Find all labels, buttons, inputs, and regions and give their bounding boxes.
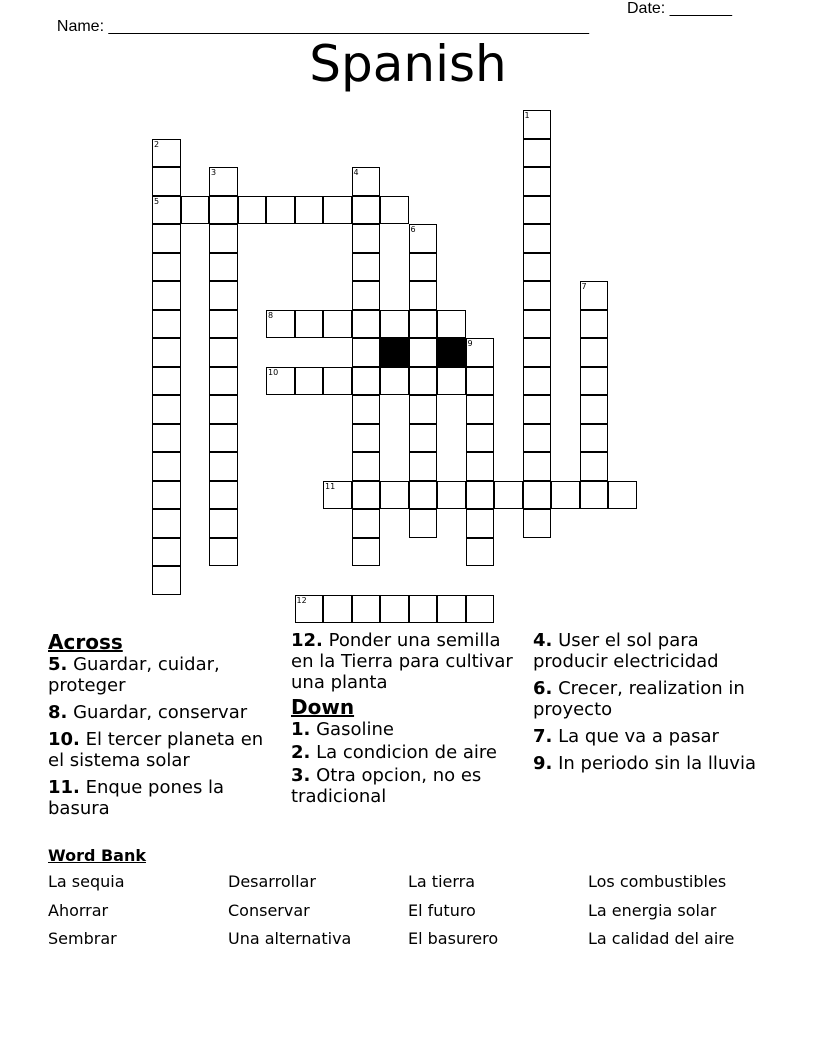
down-heading: Down <box>291 695 355 719</box>
grid-cell[interactable] <box>523 310 552 339</box>
word-bank-item: La tierra <box>408 872 476 891</box>
name-field-label: Name: ______________________________________________________ <box>56 18 589 35</box>
grid-cell[interactable] <box>523 509 552 538</box>
clue-across-5: 5. Guardar, cuidar, proteger <box>48 654 220 696</box>
clue-down-3: 3. Otra opcion, no es tradicional <box>291 765 482 807</box>
clue-down-9: 9. In periodo sin la lluvia <box>533 753 756 774</box>
clue-number: 12 <box>296 595 307 605</box>
clue-number: 9 <box>467 339 473 348</box>
grid-cell[interactable] <box>466 395 495 424</box>
grid-cell[interactable] <box>209 481 238 510</box>
word-bank-title: Word Bank <box>48 846 147 865</box>
grid-cell[interactable] <box>266 310 295 339</box>
grid-cell[interactable] <box>352 196 381 225</box>
grid-cell[interactable] <box>323 196 352 225</box>
clue-across-8: 8. Guardar, conservar <box>48 702 248 723</box>
clue-number: 7 <box>581 282 587 291</box>
grid-cell[interactable] <box>494 481 523 510</box>
grid-cell[interactable] <box>352 310 381 339</box>
grid-cell[interactable] <box>409 253 438 282</box>
grid-cell[interactable] <box>437 481 466 510</box>
word-bank-item: La energia solar <box>588 901 717 920</box>
grid-cell[interactable] <box>152 310 181 339</box>
grid-cell[interactable] <box>209 367 238 396</box>
clue-down-6: 6. Crecer, realization in proyecto <box>533 678 745 720</box>
page-title: Spanish <box>309 35 507 93</box>
grid-cell[interactable] <box>466 452 495 481</box>
grid-cell[interactable] <box>523 167 552 196</box>
grid-cell[interactable] <box>523 196 552 225</box>
grid-cell[interactable] <box>409 481 438 510</box>
clue-down-7: 7. La que va a pasar <box>533 726 719 747</box>
grid-cell[interactable] <box>551 481 580 510</box>
grid-cell[interactable] <box>409 595 438 624</box>
clue-across-11: 11. Enque pones la basura <box>48 777 225 819</box>
clue-number: 3 <box>211 168 217 177</box>
grid-cell[interactable] <box>523 110 552 139</box>
grid-cell[interactable] <box>380 481 409 510</box>
word-bank-item: La sequia <box>48 872 125 891</box>
grid-cell[interactable] <box>437 310 466 339</box>
grid-cell[interactable] <box>409 424 438 453</box>
grid-cell[interactable] <box>580 367 609 396</box>
clue-number: 5 <box>154 196 160 206</box>
shaded-cell <box>380 338 409 367</box>
grid-cell[interactable] <box>152 424 181 453</box>
grid-cell[interactable] <box>323 595 352 624</box>
grid-cell[interactable] <box>466 338 495 367</box>
grid-cell[interactable] <box>266 196 295 225</box>
grid-cell[interactable] <box>152 281 181 310</box>
clue-number: 1 <box>524 111 530 120</box>
grid-cell[interactable] <box>523 424 552 453</box>
grid-cell[interactable] <box>437 595 466 624</box>
grid-cell[interactable] <box>209 509 238 538</box>
grid-cell[interactable] <box>323 367 352 396</box>
grid-cell[interactable] <box>152 367 181 396</box>
grid-cell[interactable] <box>523 224 552 253</box>
grid-cell[interactable] <box>523 395 552 424</box>
clue-down-4: 4. User el sol para producir electricidad <box>533 630 719 672</box>
grid-cell[interactable] <box>380 595 409 624</box>
grid-cell[interactable] <box>580 281 609 310</box>
grid-cell[interactable] <box>152 253 181 282</box>
word-bank-item: Los combustibles <box>588 872 727 891</box>
grid-cell[interactable] <box>152 139 181 168</box>
clues-column-1 <box>48 630 278 825</box>
grid-cell[interactable] <box>352 424 381 453</box>
word-bank-item: Conservar <box>228 901 310 920</box>
grid-cell[interactable] <box>580 395 609 424</box>
clue-number: 4 <box>353 168 359 177</box>
grid-cell[interactable] <box>209 452 238 481</box>
grid-cell[interactable] <box>523 139 552 168</box>
grid-cell[interactable] <box>352 481 381 510</box>
grid-cell[interactable] <box>152 196 181 225</box>
grid-cell[interactable] <box>380 310 409 339</box>
clues-column-3 <box>533 630 773 780</box>
grid-cell[interactable] <box>352 167 381 196</box>
grid-cell[interactable] <box>466 538 495 567</box>
grid-cell[interactable] <box>209 253 238 282</box>
grid-cell[interactable] <box>352 253 381 282</box>
word-bank-item: El basurero <box>408 929 499 948</box>
grid-cell[interactable] <box>352 367 381 396</box>
grid-cell[interactable] <box>466 509 495 538</box>
grid-cell[interactable] <box>152 224 181 253</box>
grid-cell[interactable] <box>380 367 409 396</box>
grid-cell[interactable] <box>523 281 552 310</box>
grid-cell[interactable] <box>323 481 352 510</box>
grid-cell[interactable] <box>380 196 409 225</box>
grid-cell[interactable] <box>352 538 381 567</box>
grid-cell[interactable] <box>523 367 552 396</box>
clue-number: 6 <box>410 225 416 234</box>
word-bank-item: El futuro <box>408 901 476 920</box>
grid-cell[interactable] <box>209 310 238 339</box>
date-field-label: Date: _______ <box>627 0 732 17</box>
word-bank-item: Una alternativa <box>228 929 352 948</box>
grid-cell[interactable] <box>352 224 381 253</box>
grid-cell[interactable] <box>209 538 238 567</box>
grid-cell[interactable] <box>152 338 181 367</box>
grid-cell[interactable] <box>523 481 552 510</box>
word-bank-item: Desarrollar <box>228 872 316 891</box>
grid-cell[interactable] <box>152 566 181 595</box>
clue-down-1: 1. Gasoline <box>291 719 394 740</box>
grid-cell[interactable] <box>152 452 181 481</box>
grid-cell[interactable] <box>181 196 210 225</box>
grid-cell[interactable] <box>295 196 324 225</box>
word-bank-item: Sembrar <box>48 929 117 948</box>
grid-cell[interactable] <box>238 196 267 225</box>
grid-cell[interactable] <box>580 424 609 453</box>
grid-cell[interactable] <box>580 481 609 510</box>
grid-cell[interactable] <box>209 224 238 253</box>
grid-cell[interactable] <box>209 338 238 367</box>
grid-cell[interactable] <box>409 338 438 367</box>
across-heading: Across <box>48 630 123 654</box>
grid-cell[interactable] <box>352 452 381 481</box>
grid-cell[interactable] <box>152 538 181 567</box>
grid-cell[interactable] <box>152 509 181 538</box>
grid-cell[interactable] <box>295 367 324 396</box>
grid-cell[interactable] <box>409 224 438 253</box>
grid-cell[interactable] <box>266 367 295 396</box>
grid-cell[interactable] <box>409 281 438 310</box>
grid-cell[interactable] <box>466 367 495 396</box>
clue-number: 11 <box>325 481 336 491</box>
grid-cell[interactable] <box>580 310 609 339</box>
clue-across-10: 10. El tercer planeta en el sistema solar <box>48 729 264 771</box>
grid-cell[interactable] <box>209 395 238 424</box>
grid-cell[interactable] <box>409 310 438 339</box>
clue-number: 8 <box>268 310 274 320</box>
clues-column-2 <box>291 630 521 813</box>
grid-cell[interactable] <box>295 310 324 339</box>
grid-cell[interactable] <box>152 481 181 510</box>
grid-cell[interactable] <box>437 367 466 396</box>
grid-cell[interactable] <box>409 367 438 396</box>
word-bank-item: Ahorrar <box>48 901 109 920</box>
grid-cell[interactable] <box>409 395 438 424</box>
grid-cell[interactable] <box>466 481 495 510</box>
word-bank-item: La calidad del aire <box>588 929 735 948</box>
grid-cell[interactable] <box>209 424 238 453</box>
grid-cell[interactable] <box>352 281 381 310</box>
grid-cell[interactable] <box>209 281 238 310</box>
grid-cell[interactable] <box>323 310 352 339</box>
grid-cell[interactable] <box>580 452 609 481</box>
grid-cell[interactable] <box>352 509 381 538</box>
grid-cell[interactable] <box>608 481 637 510</box>
grid-cell[interactable] <box>209 167 238 196</box>
grid-cell[interactable] <box>152 395 181 424</box>
clue-number: 10 <box>268 367 279 377</box>
grid-cell[interactable] <box>523 338 552 367</box>
grid-cell[interactable] <box>352 595 381 624</box>
grid-cell[interactable] <box>409 452 438 481</box>
grid-cell[interactable] <box>352 395 381 424</box>
grid-cell[interactable] <box>352 338 381 367</box>
grid-cell[interactable] <box>209 196 238 225</box>
grid-cell[interactable] <box>409 509 438 538</box>
grid-cell[interactable] <box>466 424 495 453</box>
grid-cell[interactable] <box>580 338 609 367</box>
grid-cell[interactable] <box>466 595 495 624</box>
grid-cell[interactable] <box>523 253 552 282</box>
grid-cell[interactable] <box>523 452 552 481</box>
clue-down-2: 2. La condicion de aire <box>291 742 498 763</box>
clue-number: 2 <box>154 139 160 149</box>
grid-cell[interactable] <box>295 595 324 624</box>
grid-cell[interactable] <box>152 167 181 196</box>
clue-across-12: 12. Ponder una semilla en la Tierra para cultivar una planta <box>291 630 513 693</box>
shaded-cell <box>437 338 466 367</box>
